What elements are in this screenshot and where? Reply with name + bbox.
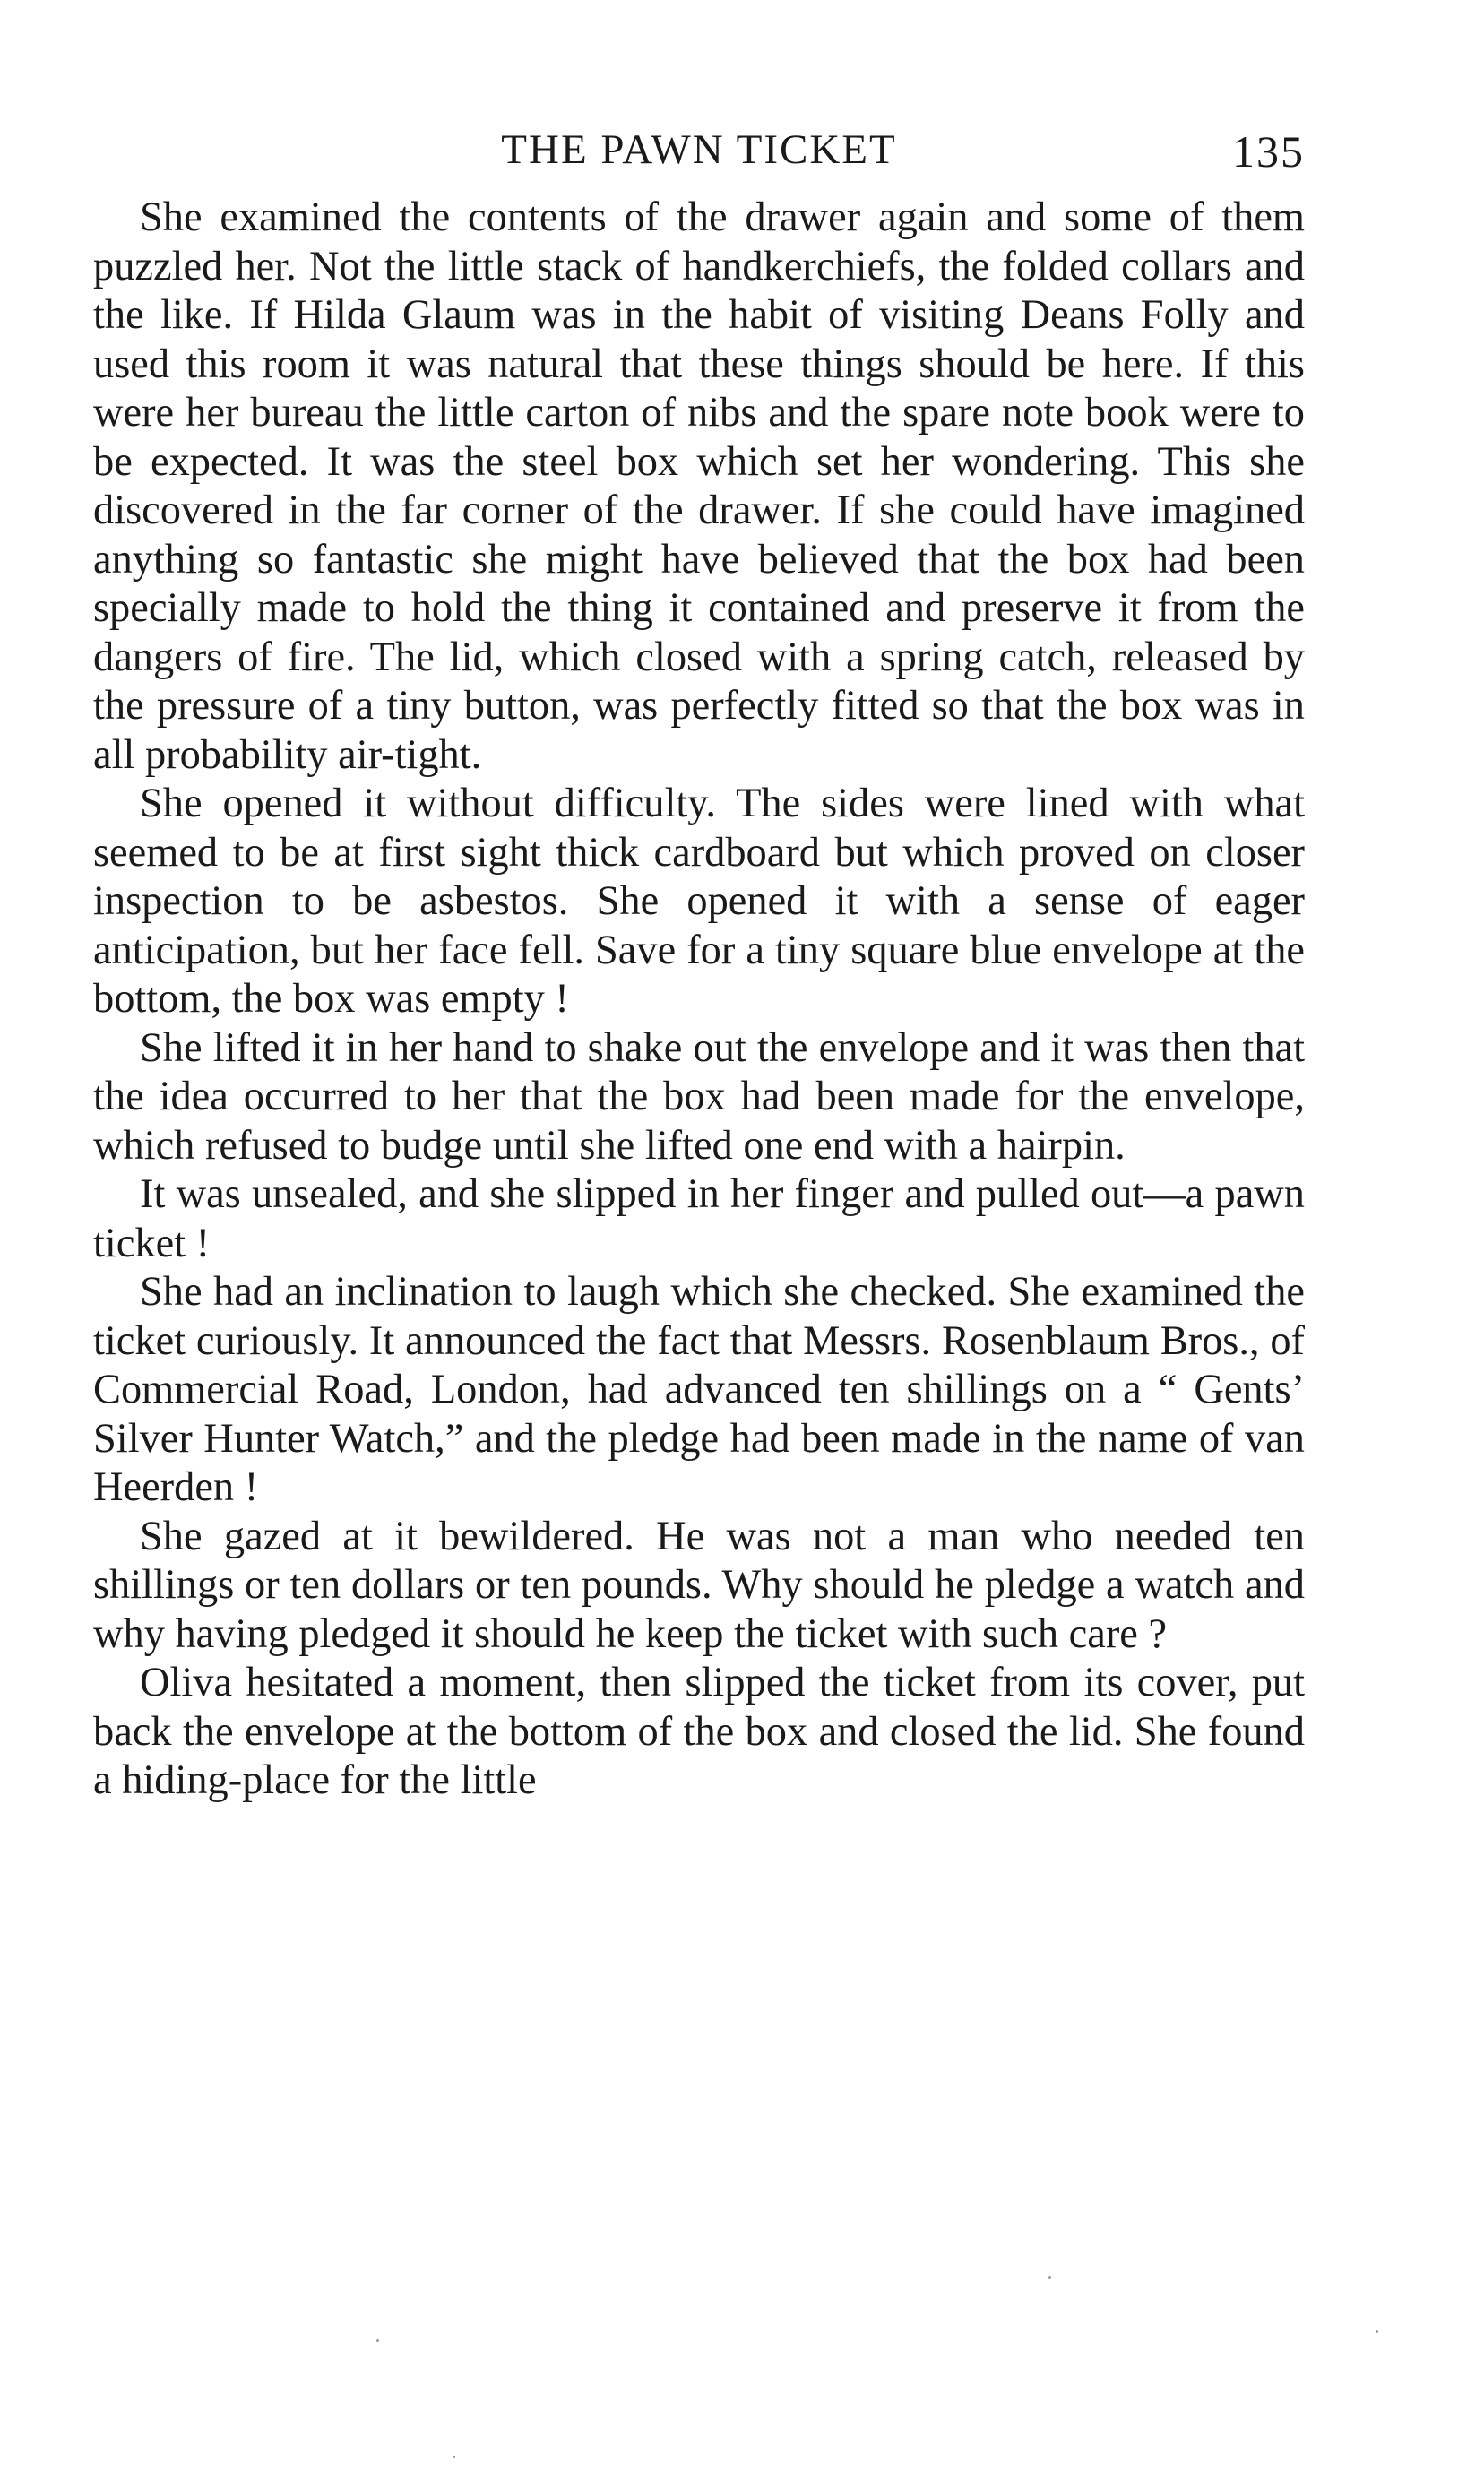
running-title: THE PAWN TICKET bbox=[501, 126, 897, 173]
body-text bbox=[93, 194, 1305, 1806]
running-head bbox=[93, 125, 1305, 194]
paragraph: Oliva hesitated a moment, then slipped the ticket from its cover, put back the envelope at the bottom of the box and closed the lid. She found a hiding-place for the little bbox=[93, 1660, 1305, 1803]
speck bbox=[376, 2339, 379, 2342]
book-page bbox=[93, 125, 1305, 1806]
paragraph: She had an inclination to laugh which she checked. She examined the ticket curiously. It announced the fact that Messrs. Rosenblaum Bros., of Commercial Road, London, had advanced ten shillings on a “ Gents’ Silver Hunter Watch,” and the pledge had been made in the name of van Heerden ! bbox=[93, 1269, 1305, 1510]
paragraph: She gazed at it bewildered. He was not a man who needed ten shillings or ten dollars or ten pounds. Why should he pledge a watch and why having pledged it should he keep the ticket with such care ? bbox=[93, 1513, 1305, 1657]
speck bbox=[453, 2456, 455, 2458]
paragraph: She opened it without difficulty. The sides were lined with what seemed to be at first sight thick cardboard but which proved on closer inspection to be asbestos. She opened it with a sense of eager anticipation, but her face fell. Save for a tiny square blue envelope at the bottom, the box was empty ! bbox=[93, 781, 1305, 1022]
speck bbox=[1048, 2276, 1051, 2279]
paragraph: She examined the contents of the drawer again and some of them puzzled her. Not the little stack of handkerchiefs, the folded collars and the like. If Hilda Glaum was in the habit of visiting Deans Folly and used this room it was natural that these things should be here. If this were her bureau the little carton of nibs and the spare note book were to be expected. It was the steel box which set her wondering. This she discovered in the far corner of the drawer. If she could have imagined anything so fantastic she might have believed that the box had been specially made to hold the thing it contained and preserve it from the dangers of fire. The lid, which closed with a spring catch, released by the pressure of a tiny button, was perfectly fitted so that the box was in all probability air-tight. bbox=[93, 194, 1305, 778]
paragraph: She lifted it in her hand to shake out the envelope and it was then that the idea occurred to her that the box had been made for the envelope, which refused to budge until she lifted one end with a hairpin. bbox=[93, 1024, 1305, 1169]
page-number: 135 bbox=[1232, 126, 1305, 177]
speck bbox=[1376, 2330, 1378, 2333]
paragraph: It was unsealed, and she slipped in her finger and pulled out—a pawn ticket ! bbox=[93, 1171, 1305, 1266]
